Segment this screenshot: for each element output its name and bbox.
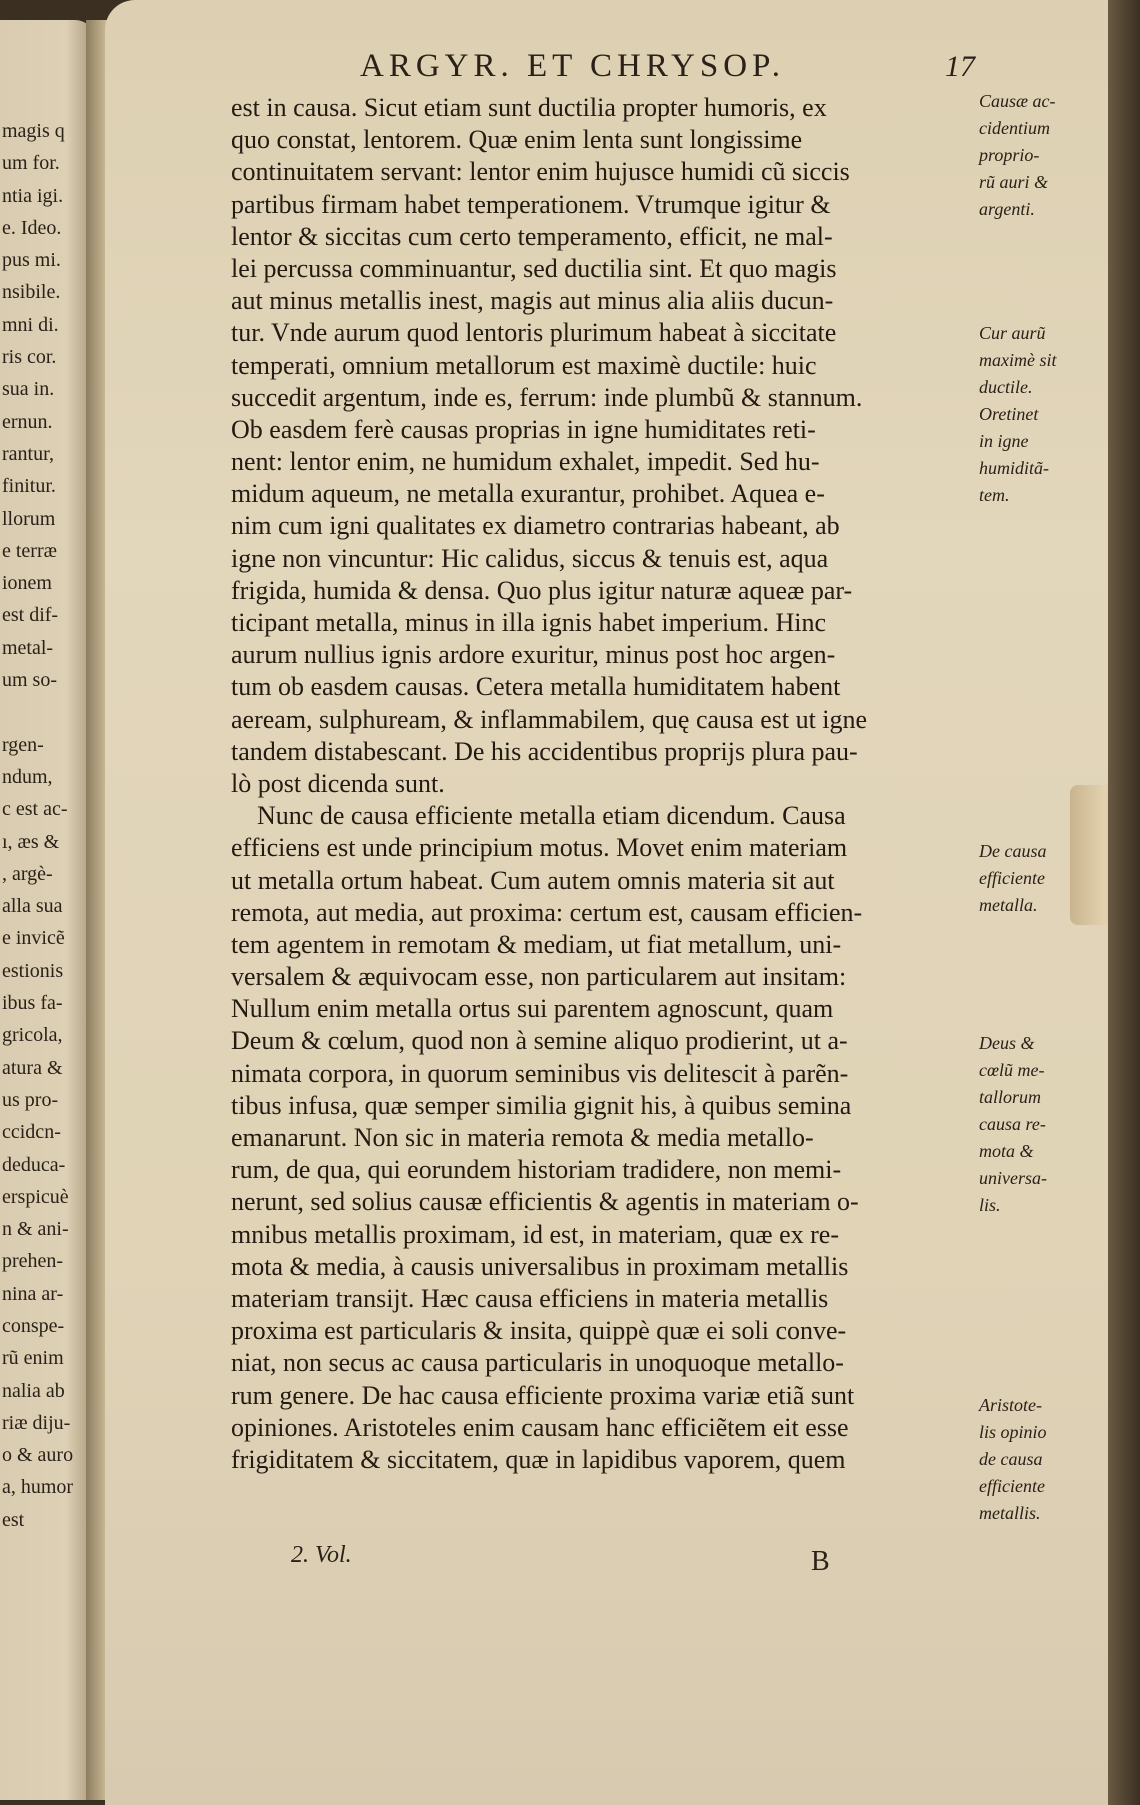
marginal-note-line: argenti.: [979, 199, 1035, 219]
left-page-line: conspe-: [2, 1314, 65, 1337]
left-page-line: prehen-: [2, 1250, 64, 1273]
marginal-note-line: De causa: [979, 841, 1047, 861]
left-page-line: e invicẽ: [2, 927, 65, 950]
gathering-mark: B: [811, 1546, 830, 1577]
text-line: tem agentem in remotam & mediam, ut fiat metallum, uni-: [231, 929, 842, 959]
text-line: nerunt, sed solius causæ efficientis & agentis in materiam o-: [231, 1187, 859, 1217]
left-page-line: llorum: [2, 507, 56, 530]
text-line: partibus firmam habet temperationem. Vtrumque igitur &: [231, 189, 831, 219]
left-page-line: magis q: [2, 120, 65, 142]
text-line: proxima est particularis & insita, quippè quæ ei soli conve-: [231, 1316, 847, 1346]
left-page-line: sua in.: [2, 378, 55, 401]
text-line: aeream, sulphuream, & inflammabilem, quę causa est ut igne: [231, 704, 868, 734]
marginal-note-line: Cur aurũ: [979, 323, 1046, 343]
text-line: remota, aut media, aut proxima: certum est, causam efficien-: [231, 897, 863, 927]
left-page-line: um for.: [2, 152, 60, 175]
marginal-note-line: efficiente: [979, 1476, 1045, 1496]
left-page-line: riæ diju-: [2, 1411, 71, 1434]
text-line: frigiditatem & siccitatem, quæ in lapidibus vaporem, quem: [231, 1444, 846, 1474]
text-line: aut minus metallis inest, magis aut minus alia aliis ducun-: [231, 286, 834, 316]
page-number: 17: [945, 50, 975, 83]
left-page-line: , argè-: [2, 862, 53, 885]
text-line: succedit argentum, inde es, ferrum: inde plumbũ & stannum.: [231, 382, 863, 412]
text-line: aurum nullius ignis ardore exuritur, minus post hoc argen-: [231, 640, 836, 670]
left-page-line: a, humor: [2, 1476, 74, 1499]
text-line: ticipant metalla, minus in illa ignis habet imperium. Hinc: [231, 608, 826, 637]
text-line: mota & media, à causis universalibus in proximam metallis: [231, 1251, 849, 1281]
marginal-note-line: maximè sit: [979, 350, 1057, 370]
left-page-line: n & ani-: [2, 1218, 69, 1241]
marginal-note-line: de causa: [979, 1449, 1043, 1469]
left-page-line: est dif-: [2, 604, 59, 627]
marginal-note-1: [979, 88, 1099, 223]
marginal-note-line: ductile.: [979, 377, 1033, 397]
left-page-line: finitur.: [2, 475, 56, 498]
marginal-note-line: cidentium: [979, 118, 1050, 138]
left-page-line: e terræ: [2, 539, 57, 562]
left-page-line: rantur,: [2, 442, 54, 465]
left-page-line: [2, 696, 94, 728]
left-page-line: pus mi.: [2, 249, 61, 272]
left-page: [0, 20, 95, 1800]
main-text: [231, 92, 966, 1476]
left-page-line: metal-: [2, 636, 54, 659]
left-page-line: o & auro: [2, 1444, 74, 1467]
marginal-note-line: tallorum: [979, 1087, 1042, 1107]
marginal-note-line: Causæ ac-: [979, 91, 1056, 111]
left-page-line: rgen-: [2, 733, 44, 756]
left-page-line: nina ar-: [2, 1282, 64, 1305]
text-line: Deum & cœlum, quod non à semine aliquo prodierint, ut a-: [231, 1026, 848, 1056]
left-page-line: c est ac-: [2, 798, 68, 821]
left-page-line: alla sua: [2, 895, 63, 918]
text-line: tum ob easdem causas. Cetera metalla humiditatem habent: [231, 672, 841, 702]
left-page-line: us pro-: [2, 1088, 59, 1111]
page-edge: [1108, 0, 1140, 1805]
left-page-line: est: [2, 1508, 25, 1531]
text-line: rum genere. De hac causa efficiente proxima variæ etiã sunt: [231, 1380, 855, 1410]
text-line: tur. Vnde aurum quod lentoris plurimum habeat à siccitate: [231, 318, 837, 348]
text-line: emanarunt. Non sic in materia remota & media metallo-: [231, 1123, 814, 1152]
left-page-line: gricola,: [2, 1024, 63, 1047]
marginal-note-2: [979, 320, 1099, 509]
marginal-note-line: Oretinet: [979, 404, 1039, 424]
left-page-line: ernun.: [2, 410, 53, 433]
marginal-note-5: [979, 1392, 1099, 1527]
marginal-note-line: metallis.: [979, 1503, 1041, 1523]
left-page-line: e. Ideo.: [2, 216, 62, 239]
text-line: lò post dicenda sunt.: [231, 768, 445, 798]
marginal-note-line: lis.: [979, 1195, 1001, 1215]
left-page-line: ndum,: [2, 765, 53, 788]
marginal-note-line: in igne: [979, 431, 1029, 451]
signature-mark: 2. Vol.: [291, 1542, 352, 1568]
left-page-text: [2, 115, 94, 1536]
text-line: frigida, humida & densa. Quo plus igitur naturæ aqueæ par-: [231, 575, 853, 605]
text-line: igne non vincuntur: Hic calidus, siccus & tenuis est, aqua: [231, 543, 829, 573]
left-page-line: estionis: [2, 959, 64, 982]
left-page-line: ris cor.: [2, 346, 57, 369]
text-line: continuitatem servant: lentor enim hujusce humidi cũ siccis: [231, 157, 850, 187]
marginal-note-line: tem.: [979, 485, 1010, 505]
left-page-line: erspicuè: [2, 1185, 69, 1208]
marginal-note-line: metalla.: [979, 895, 1038, 915]
left-page-line: um so-: [2, 669, 57, 692]
marginal-note-line: Aristote-: [979, 1395, 1042, 1415]
text-line: efficiens est unde principium motus. Movet enim materiam: [231, 833, 848, 863]
text-line: Ob easdem ferè causas proprias in igne humiditates reti-: [231, 414, 816, 444]
text-line: opiniones. Aristoteles enim causam hanc efficiẽtem eit esse: [231, 1412, 849, 1442]
right-page: [105, 0, 1110, 1805]
marginal-note-line: efficiente: [979, 868, 1045, 888]
text-line: quo constat, lentorem. Quæ enim lenta sunt longissime: [231, 125, 803, 155]
left-page-line: ibus fa-: [2, 992, 63, 1015]
text-line: materiam transijt. Hæc causa efficiens in materia metallis: [231, 1283, 829, 1313]
left-page-line: mni di.: [2, 313, 59, 336]
marginal-note-line: rũ auri &: [979, 172, 1049, 192]
text-line: nent: lentor enim, ne humidum exhalet, impedit. Sed hu-: [231, 447, 820, 477]
marginal-note-line: humiditã-: [979, 458, 1049, 478]
left-page-line: deduca-: [2, 1153, 66, 1176]
text-line: lei percussa comminuantur, sed ductilia sint. Et quo magis: [231, 253, 837, 283]
marginal-note-line: cœlũ me-: [979, 1060, 1045, 1080]
left-page-line: rũ enim: [2, 1347, 64, 1370]
left-page-line: ı, æs &: [2, 830, 60, 853]
marginal-note-line: universa-: [979, 1168, 1047, 1188]
running-title: ARGYR. ET CHRYSOP.: [360, 48, 785, 84]
left-page-line: nalia ab: [2, 1379, 65, 1402]
text-line: midum aqueum, ne metalla exurantur, prohibet. Aquea e-: [231, 479, 825, 509]
text-line: nimata corpora, in quorum seminibus vis delitescit à parẽn-: [231, 1058, 849, 1088]
text-line: versalem & æquivocam esse, non particularem aut insitam:: [231, 962, 847, 992]
marginal-note-line: lis opinio: [979, 1422, 1047, 1442]
marginal-note-line: causa re-: [979, 1114, 1046, 1134]
left-page-line: ionem: [2, 572, 52, 595]
text-line: rum, de qua, qui eorundem historiam tradidere, non memi-: [231, 1155, 842, 1185]
left-page-line: ntia igi.: [2, 184, 64, 207]
text-line: niat, non secus ac causa particularis in unoquoque metallo-: [231, 1348, 844, 1378]
text-line: est in causa. Sicut etiam sunt ductilia propter humoris, ex: [231, 93, 827, 122]
text-line: lentor & siccitas cum certo temperamento, efficit, ne mal-: [231, 221, 833, 251]
left-page-line: nsibile.: [2, 281, 61, 304]
left-page-line: ccidcn-: [2, 1121, 61, 1144]
text-line: nim cum igni qualitates ex diametro contrarias habeant, ab: [231, 511, 840, 541]
text-line: Nullum enim metalla ortus sui parentem agnoscunt, quam: [231, 994, 834, 1024]
marginal-note-line: Deus &: [979, 1033, 1035, 1053]
text-line: temperati, omnium metallorum est maximè ductile: huic: [231, 350, 817, 380]
text-line: tibus infusa, quæ semper similia gignit his, à quibus semina: [231, 1090, 852, 1120]
text-line: ut metalla ortum habeat. Cum autem omnis materia sit aut: [231, 865, 835, 895]
text-line: mnibus metallis proximam, id est, in materiam, quæ ex re-: [231, 1219, 839, 1249]
text-line: tandem distabescant. De his accidentibus proprijs plura pau-: [231, 736, 858, 766]
marginal-note-line: mota &: [979, 1141, 1034, 1161]
text-line: Nunc de causa efficiente metalla etiam dicendum. Causa: [257, 801, 846, 831]
marginal-note-4: [979, 1030, 1099, 1219]
marginal-note-line: proprio-: [979, 145, 1040, 165]
left-page-line: atura &: [2, 1056, 63, 1079]
